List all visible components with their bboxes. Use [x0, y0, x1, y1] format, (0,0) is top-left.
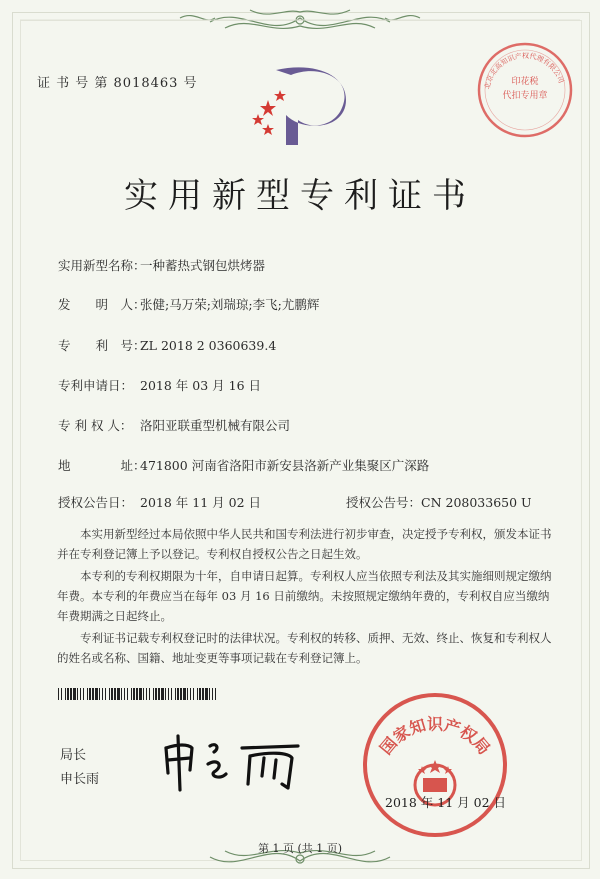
handwritten-signature [158, 718, 308, 798]
field-address [58, 456, 429, 474]
barcode-bar [89, 688, 91, 700]
official-seal [360, 690, 510, 840]
barcode-bar [99, 688, 100, 700]
barcode-bar [124, 688, 125, 700]
barcode-bar [77, 688, 78, 700]
field-label: 地 址： [58, 458, 146, 473]
field-grant-date [58, 493, 261, 511]
field-value: 471800 河南省洛阳市新安县洛新产业集聚区广深路 [140, 458, 430, 473]
barcode-bar [65, 688, 66, 700]
barcode-bar [155, 688, 157, 700]
field-patent-number [58, 336, 276, 354]
field-value: CN 208033650 U [421, 495, 532, 510]
field-value: 一种蓄热式钢包烘烤器 [140, 258, 266, 273]
tax-seal [475, 40, 575, 140]
barcode-bar [92, 688, 94, 700]
field-utility-model-name [58, 256, 265, 274]
barcode-bar [83, 688, 84, 700]
barcode-bar [199, 688, 201, 700]
barcode-bar [177, 688, 179, 700]
certificate-number: 证 书 号 第 8018463 号 [37, 76, 198, 91]
barcode-bar [146, 688, 147, 700]
barcode-bar [117, 688, 120, 700]
field-label: 授权公告号： [346, 495, 422, 510]
barcode-bar [102, 688, 103, 700]
barcode-bar [136, 688, 138, 700]
svg-text:印花税: 印花税 [511, 77, 539, 87]
field-patentee [58, 416, 290, 434]
barcode-bar [109, 688, 110, 700]
barcode-bar [133, 688, 135, 700]
barcode-bar [67, 688, 69, 700]
barcode-bar [205, 688, 208, 700]
page-number: 第 1 页 (共 1 页) [257, 842, 343, 855]
field-label: 实用新型名称： [58, 258, 146, 273]
svg-text:北京北高知识产权代理有限公司: 北京北高知识产权代理有限公司 [483, 51, 566, 90]
certificate-body [57, 524, 557, 670]
barcode-bar [105, 688, 106, 700]
paragraph: 本专利的专利权期限为十年，自申请日起算。专利权人应当依照专利法及其实施细则规定缴纳年费。本专利的年费应当在每年 03 月 16 日前缴纳。未按照规定缴纳年费的，专利权自应当缴纳年费期满之日起终止。 [57, 569, 552, 623]
barcode-bar [158, 688, 160, 700]
patent-office-logo [246, 60, 356, 150]
barcode-bar [171, 688, 172, 700]
svg-text:国家知识产权局 [376, 715, 494, 758]
barcode-bar [193, 688, 194, 700]
field-value: 洛阳亚联重型机械有限公司 [140, 418, 291, 433]
barcode-bar [161, 688, 164, 700]
seal-date: 2018 年 11 月 02 日 [385, 795, 506, 810]
barcode-bar [187, 688, 188, 700]
barcode-bar [139, 688, 142, 700]
field-application-date [58, 376, 261, 394]
field-value: 2018 年 03 月 16 日 [140, 378, 261, 393]
barcode-bar [131, 688, 132, 700]
barcode-bar [114, 688, 116, 700]
barcode-bar [209, 688, 210, 700]
svg-text:代扣专用章: 代扣专用章 [502, 91, 548, 101]
barcode-bar [175, 688, 176, 700]
field-grant-number [346, 493, 532, 511]
barcode-bar [73, 688, 76, 700]
barcode-bar [197, 688, 198, 700]
field-value: 张健;马万荣;刘瑞琼;李飞;尤鹏辉 [140, 297, 320, 312]
barcode [58, 688, 218, 700]
barcode-bar [111, 688, 113, 700]
barcode-bar [202, 688, 204, 700]
field-value: 2018 年 11 月 02 日 [140, 495, 261, 510]
paragraph: 本实用新型经过本局依照中华人民共和国专利法进行初步审查，决定授予专利权，颁发本证书并在专利登记簿上予以登记。专利权自授权公告之日起生效。 [57, 527, 552, 561]
barcode-bar [190, 688, 191, 700]
barcode-bar [165, 688, 166, 700]
field-label: 授权公告日： [58, 495, 134, 510]
barcode-bar [58, 688, 59, 700]
barcode-bar [149, 688, 150, 700]
barcode-bar [95, 688, 98, 700]
barcode-bar [80, 688, 81, 700]
signatory-title: 局长 [60, 748, 87, 763]
document-title: 实用新型专利证书 [124, 176, 476, 216]
field-label: 发 明 人： [58, 297, 146, 312]
barcode-bar [121, 688, 122, 700]
field-label: 专 利 号： [58, 338, 146, 353]
barcode-bar [180, 688, 182, 700]
seal-text: 国家知识产权局 [376, 714, 494, 759]
field-value: ZL 2018 2 0360639.4 [140, 338, 277, 353]
barcode-bar [212, 688, 213, 700]
barcode-bar [127, 688, 128, 700]
barcode-bar [183, 688, 186, 700]
signatory-name: 申长雨 [60, 772, 100, 787]
barcode-bar [153, 688, 154, 700]
field-inventors [58, 295, 319, 313]
field-label: 专 利 权 人： [58, 418, 133, 433]
barcode-bar [61, 688, 62, 700]
paragraph: 专利证书记载专利权登记时的法律状况。专利权的转移、质押、无效、终止、恢复和专利权人的姓名或名称、国籍、地址变更等事项记载在专利登记簿上。 [57, 631, 552, 665]
barcode-bar [87, 688, 88, 700]
barcode-bar [70, 688, 72, 700]
field-label: 专利申请日： [58, 378, 134, 393]
barcode-bar [215, 688, 216, 700]
barcode-bar [168, 688, 169, 700]
barcode-bar [143, 688, 144, 700]
